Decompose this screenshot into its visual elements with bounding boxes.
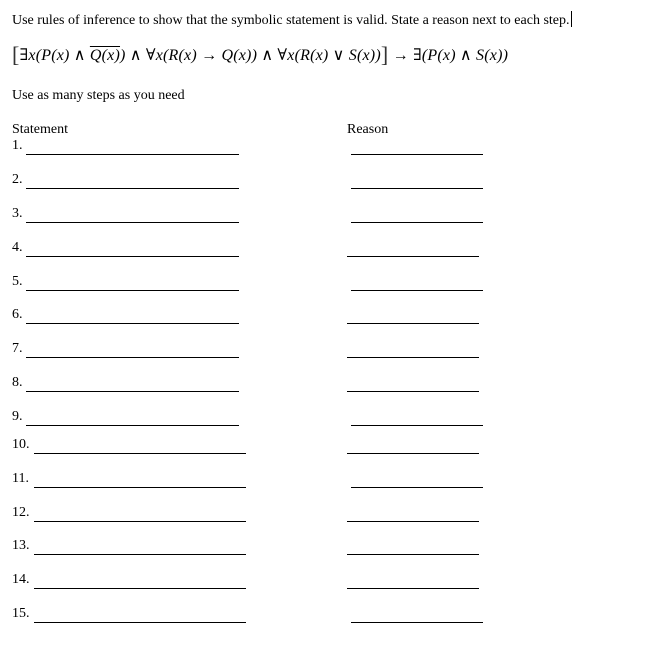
reason-blank[interactable] — [351, 222, 483, 223]
statement-blank[interactable] — [26, 357, 239, 358]
reason-blank[interactable] — [351, 425, 483, 426]
step-number: 15. — [12, 606, 30, 621]
statement-blank[interactable] — [34, 622, 246, 623]
symbolic-statement — [12, 40, 508, 71]
instruction-label: Use rules of inference to show that the symbolic statement is valid. State a reason next to each step. — [12, 13, 570, 28]
formula-part2: ∧ ∀x(R(x) → Q(x)) — [125, 47, 258, 64]
reason-blank[interactable] — [351, 154, 483, 155]
formula-open-bracket: [ — [12, 42, 20, 67]
reason-blank[interactable] — [347, 256, 479, 257]
statement-blank[interactable] — [34, 487, 246, 488]
step-row — [12, 572, 492, 592]
step-number: 6. — [12, 307, 23, 322]
step-row — [12, 606, 492, 626]
subnote-text: Use as many steps as you need — [12, 88, 185, 103]
reason-blank[interactable] — [347, 521, 479, 522]
reason-blank[interactable] — [351, 290, 483, 291]
step-row — [12, 274, 492, 294]
reason-column-header: Reason — [347, 122, 389, 137]
statement-column-header: Statement — [12, 122, 68, 137]
step-number: 4. — [12, 240, 23, 255]
reason-blank[interactable] — [347, 453, 479, 454]
step-number: 3. — [12, 206, 23, 221]
step-row — [12, 471, 492, 491]
formula-part1-suffix: ) — [120, 47, 126, 64]
reason-blank[interactable] — [347, 588, 479, 589]
step-number: 14. — [12, 572, 30, 587]
step-row — [12, 341, 492, 361]
text-cursor — [571, 11, 572, 27]
step-row — [12, 409, 492, 429]
reason-blank[interactable] — [347, 391, 479, 392]
step-number: 11. — [12, 471, 29, 486]
instruction-text — [12, 11, 572, 29]
step-row — [12, 206, 492, 226]
step-row — [12, 307, 492, 327]
statement-blank[interactable] — [26, 256, 239, 257]
statement-blank[interactable] — [26, 154, 239, 155]
step-row — [12, 538, 492, 558]
formula-conclusion: → ∃(P(x) ∧ S(x)) — [388, 47, 509, 64]
formula-close-bracket: ] — [380, 42, 389, 67]
step-number: 8. — [12, 375, 23, 390]
step-number: 12. — [12, 505, 30, 520]
statement-blank[interactable] — [26, 323, 239, 324]
statement-blank[interactable] — [26, 290, 239, 291]
reason-blank[interactable] — [347, 357, 479, 358]
step-number: 9. — [12, 409, 23, 424]
reason-blank[interactable] — [347, 323, 479, 324]
statement-blank[interactable] — [26, 391, 239, 392]
reason-blank[interactable] — [351, 622, 483, 623]
statement-blank[interactable] — [34, 453, 246, 454]
step-number: 2. — [12, 172, 23, 187]
reason-blank[interactable] — [351, 188, 483, 189]
step-number: 1. — [12, 138, 23, 153]
step-number: 5. — [12, 274, 23, 289]
step-row — [12, 240, 492, 260]
formula-part3: ∧ ∀x(R(x) ∨ S(x)) — [257, 47, 381, 64]
step-row — [12, 172, 492, 192]
formula-negated-term: Q(x) — [89, 47, 121, 64]
step-number: 13. — [12, 538, 30, 553]
step-row — [12, 505, 492, 525]
statement-blank[interactable] — [26, 425, 239, 426]
statement-blank[interactable] — [34, 521, 246, 522]
formula-part1-prefix: ∃x(P(x) ∧ — [19, 47, 90, 64]
step-row — [12, 138, 492, 158]
reason-blank[interactable] — [347, 554, 479, 555]
statement-blank[interactable] — [26, 188, 239, 189]
step-row — [12, 375, 492, 395]
step-row — [12, 437, 492, 457]
statement-blank[interactable] — [26, 222, 239, 223]
statement-blank[interactable] — [34, 588, 246, 589]
reason-blank[interactable] — [351, 487, 483, 488]
step-number: 10. — [12, 437, 30, 452]
statement-blank[interactable] — [34, 554, 246, 555]
step-number: 7. — [12, 341, 23, 356]
